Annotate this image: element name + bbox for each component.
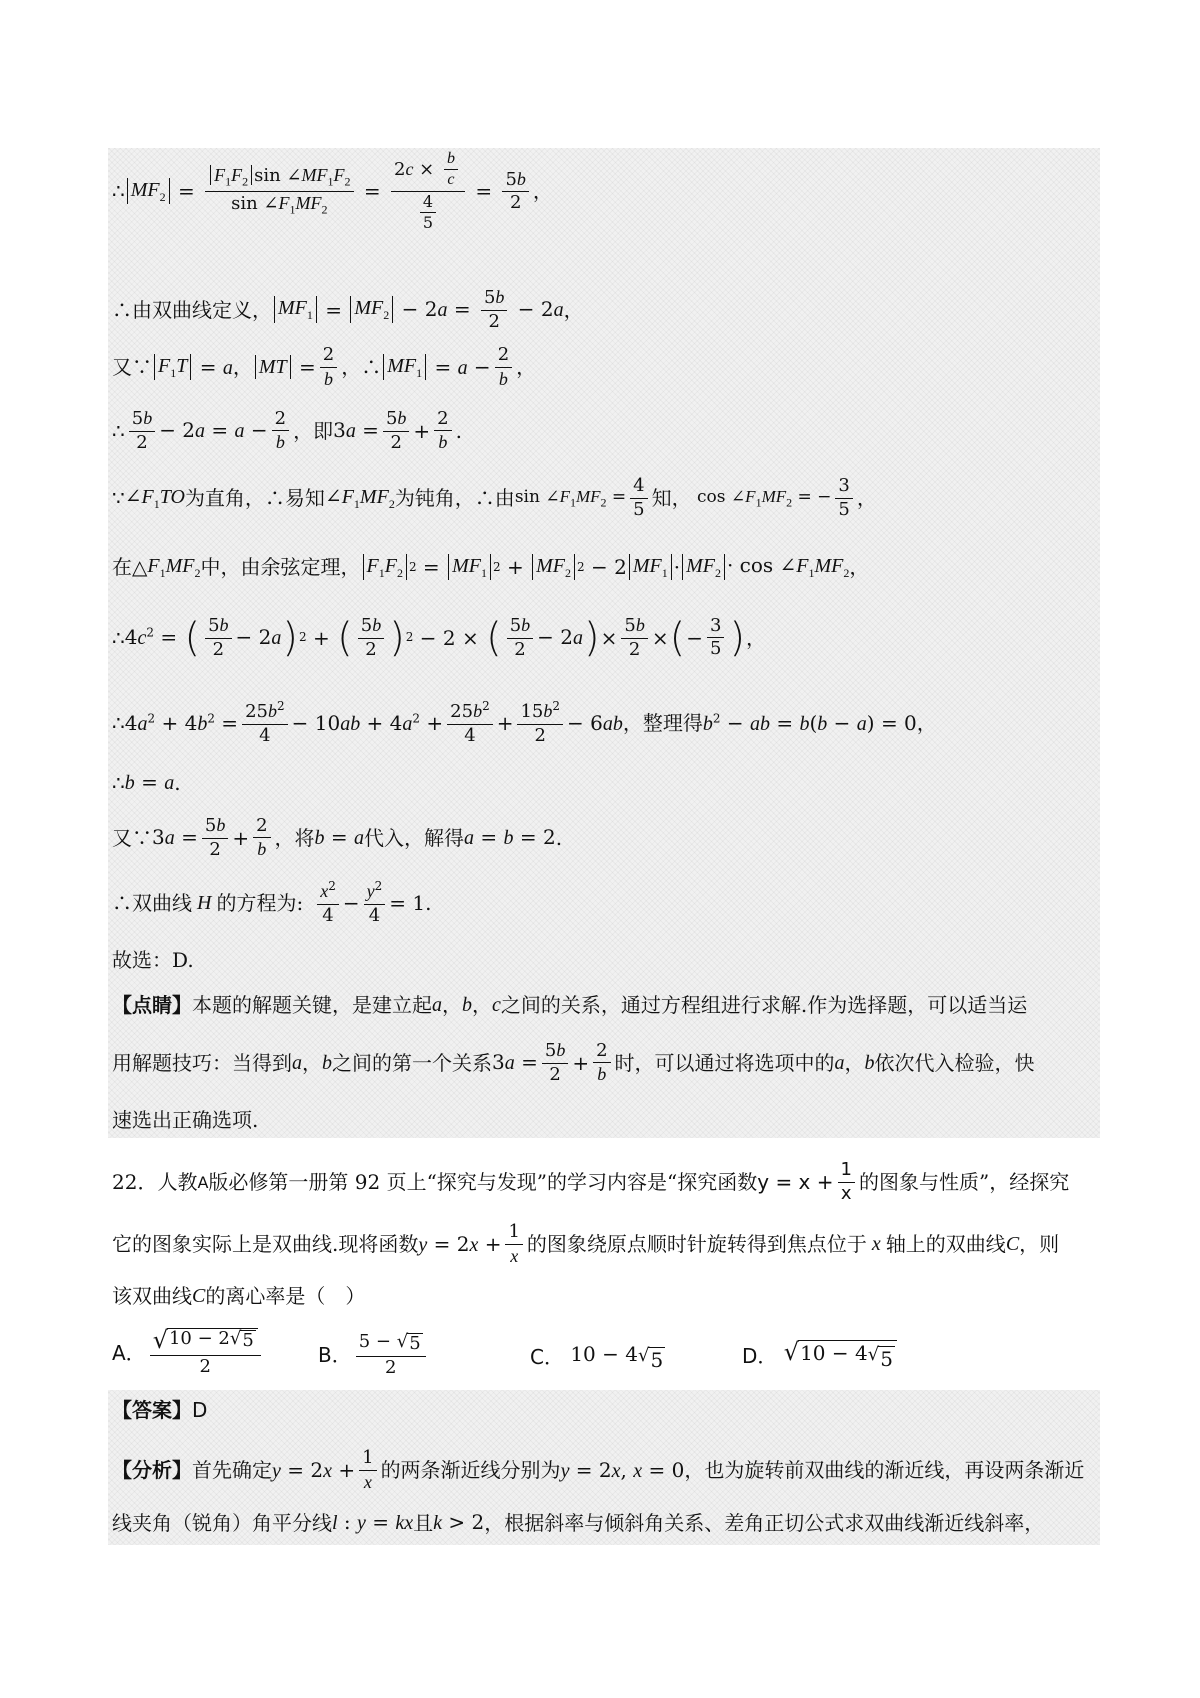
formula-line-5: ∵ $\angle F_1TO$ 为直角，∴易知 $\angle F_1MF_2$ 为钝角，∴由 $\sin \angle F_1MF_2$ = $\frac{4}{5}$ 知， $\cos \angle F_1MF_2$ = − $\frac{3}{5}$ ， — [112, 475, 877, 520]
formula-line-1: ∴ $MF_2$ = $\frac{F_1F_2 \sin \angle MF_1F_2}{\sin \angle F_1MF_2}$ = 2c × $\frac{b}{c}$ $\frac{4}{5}$ = $\frac{5b}{2}$ ， — [112, 150, 553, 233]
formula-line-8: ∴ $4a^2 + 4b^2$ = $\frac{25b^2}{4}$ − $10ab + 4a^2$ + $\frac{25b^2}{4}$ + $\frac{15b^2}{2}$ − 6ab ，整理得 $b^2$ − ab = b(b − a) = 0 ， — [112, 699, 937, 746]
question-line-2: 它的图象实际上是双曲线.现将函数 y = 2x + $\frac{1}{x}$ 的图象绕原点顺时针旋转得到焦点位于 x 轴上的双曲线 C ，则 — [112, 1221, 1060, 1266]
formula-line-4: ∴ $\frac{5b}{2}$ − 2a = a − $\frac{2}{b}$ ，即 3a = $\frac{5b}{2}$ + $\frac{2}{b}$ . — [112, 407, 462, 453]
analysis-line-1: 【分析】 首先确定 y = 2x + $\frac{1}{x}$ 的两条渐近线分别为 y = 2x, x = 0 ，也为旋转前双曲线的渐近线，再设两条渐近 — [112, 1447, 1085, 1492]
option-b[interactable]: B． 5 − √ 5 2 — [318, 1332, 430, 1378]
formula-line-10: 又∵ 3a = $\frac{5b}{2}$ + $\frac{2}{b}$ ，将 b = a 代入，解得 a = b = 2 . — [112, 814, 563, 860]
formula-line-7: ∴ $4c^2$ = ( $\frac{5b}{2}$ − 2a ) 2 + ( $\frac{5b}{2}$ ) 2 − 2 × ( $\frac{5b}{2}$ − 2a ) × $\frac{5b}{2}$ × ( − $\frac{3}{5}$ ) ， — [112, 614, 767, 661]
question-line-3: 该双曲线 C 的离心率是（ ） — [112, 1284, 366, 1308]
answer-line: 【答案】 D — [112, 1398, 208, 1422]
tip-line-2: 用解题技巧：当得到 a ， b 之间的第一个关系 3a = $\frac{5b}{2}$ + $\frac{2}{b}$ 时，可以通过将选项中的 a ， b 依次代入检验，快 — [112, 1039, 1035, 1085]
formula-line-2: ∴由双曲线定义， $MF_1$ = $MF_2$ − 2a = $\frac{5b}{2}$ − 2a ， — [112, 287, 584, 332]
option-a[interactable]: A． √ 10 − 2 √ 5 2 — [112, 1328, 265, 1377]
option-c[interactable]: C． 10 − 4 √ 5 — [530, 1342, 664, 1372]
formula-line-3: 又∵ $F_1T$ = a ， MT = $\frac{2}{b}$ ，∴ $MF_1$ = a − $\frac{2}{b}$ ， — [112, 344, 537, 389]
tip-line-1: 【点睛】 本题的解题关键，是建立起 a ， b ， c 之间的关系，通过方程组进行求解.作为选择题，可以适当运 — [112, 993, 1028, 1017]
formula-line-6: 在△ $F_1MF_2$ 中，由余弦定理， $F_1F_2$ 2 = $MF_1$ 2 + $MF_2$ 2 − 2 $MF_1$ · $MF_2$ · $\cos \angle F_1MF_2$ ， — [112, 553, 870, 580]
option-d[interactable]: D． √ 10 − 4 √ 5 — [742, 1340, 897, 1371]
analysis-line-2: 线夹角（锐角）角平分线 l : y = kx 且 k > 2 ，根据斜率与倾斜角关系、差角正切公式求双曲线渐近线斜率， — [112, 1510, 1045, 1535]
formula-line-11: ∴双曲线 H 的方程为: $\frac{x^2}{4}$ − $\frac{y^2}{4}$ = 1 . — [112, 879, 432, 926]
choice-line: 故选：D. — [112, 948, 194, 972]
tip-line-3: 速选出正确选项. — [112, 1108, 259, 1132]
question-line-1: 22． 人教 A 版必修第一册第 92 页上“探究与发现”的学习内容是“探究函数 y = x + $\frac{1}{x}$ 的图象与性质”，经探究 — [112, 1159, 1070, 1204]
formula-line-9: ∴ b = a . — [112, 770, 181, 795]
